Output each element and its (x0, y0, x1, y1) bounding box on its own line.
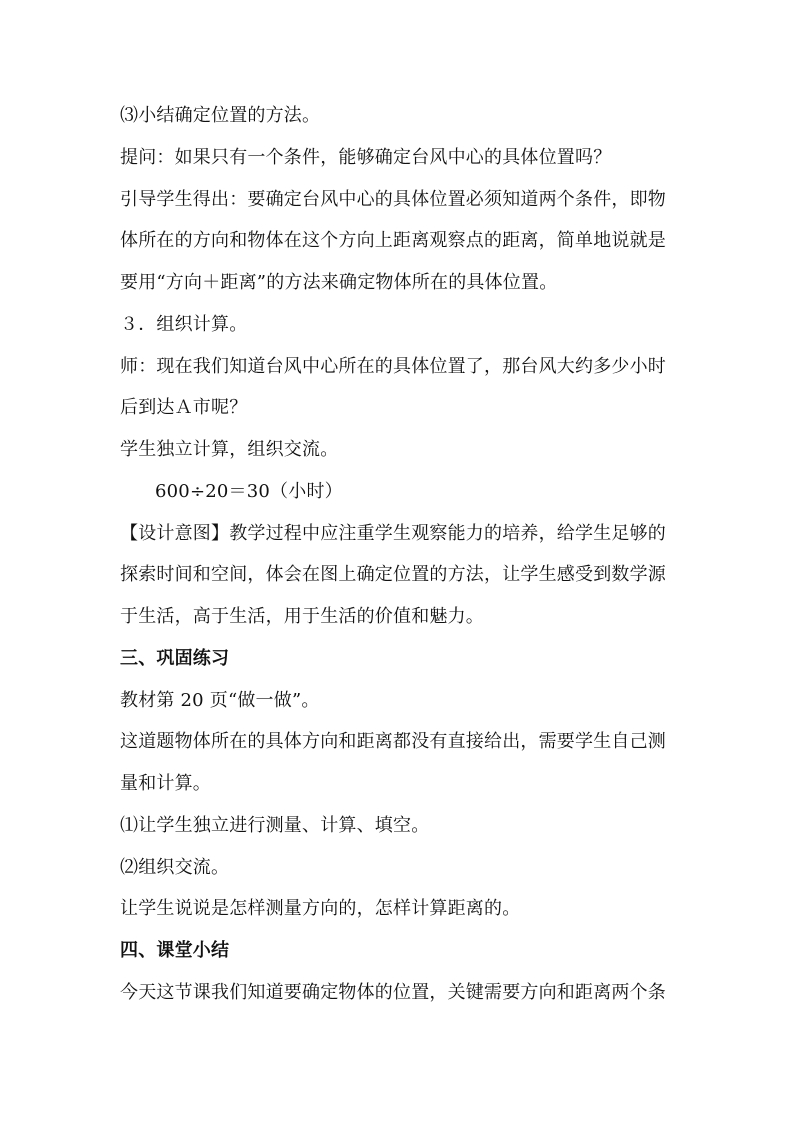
text-line: ⑶小结确定位置的方法。 (120, 105, 321, 126)
numbered-step: ３．组织计算。 (120, 314, 248, 335)
text-line: 提问：如果只有一个条件，能够确定台风中心的具体位置吗？ (120, 147, 612, 168)
text-line: 教材第 20 页“做一做”。 (120, 690, 320, 711)
text-line: 让学生说说是怎样测量方向的，怎样计算距离的。 (120, 898, 521, 919)
section-heading: 三、巩固练习 (120, 648, 230, 669)
design-intent-line: 【设计意图】教学过程中应注重学生观察能力的培养，给学生足够的 (120, 523, 666, 544)
section-heading: 四、课堂小结 (120, 940, 230, 961)
text-line: 学生独立计算，组织交流。 (120, 439, 339, 460)
text-line: 量和计算。 (120, 773, 211, 794)
calculation-line: 600÷20＝30（小时） (155, 481, 343, 502)
text-line: 这道题物体所在的具体方向和距离都没有直接给出，需要学生自己测 (120, 731, 666, 752)
text-line: ⑴让学生独立进行测量、计算、填空。 (120, 815, 430, 836)
text-line: 探索时间和空间，体会在图上确定位置的方法，让学生感受到数学源 (120, 564, 666, 585)
text-line: 要用“方向＋距离”的方法来确定物体所在的具体位置。 (120, 272, 558, 293)
text-line: 于生活，高于生活，用于生活的价值和魅力。 (120, 606, 484, 627)
text-line: 师：现在我们知道台风中心所在的具体位置了，那台风大约多少小时 (120, 356, 666, 377)
text-line: 后到达Ａ市呢？ (120, 397, 248, 418)
text-line: 引导学生得出：要确定台风中心的具体位置必须知道两个条件，即物 (120, 189, 666, 210)
text-line: ⑵组织交流。 (120, 857, 230, 878)
text-line: 今天这节课我们知道要确定物体的位置，关键需要方向和距离两个条 (120, 982, 666, 1003)
text-line: 体所在的方向和物体在这个方向上距离观察点的距离，简单地说就是 (120, 230, 666, 251)
